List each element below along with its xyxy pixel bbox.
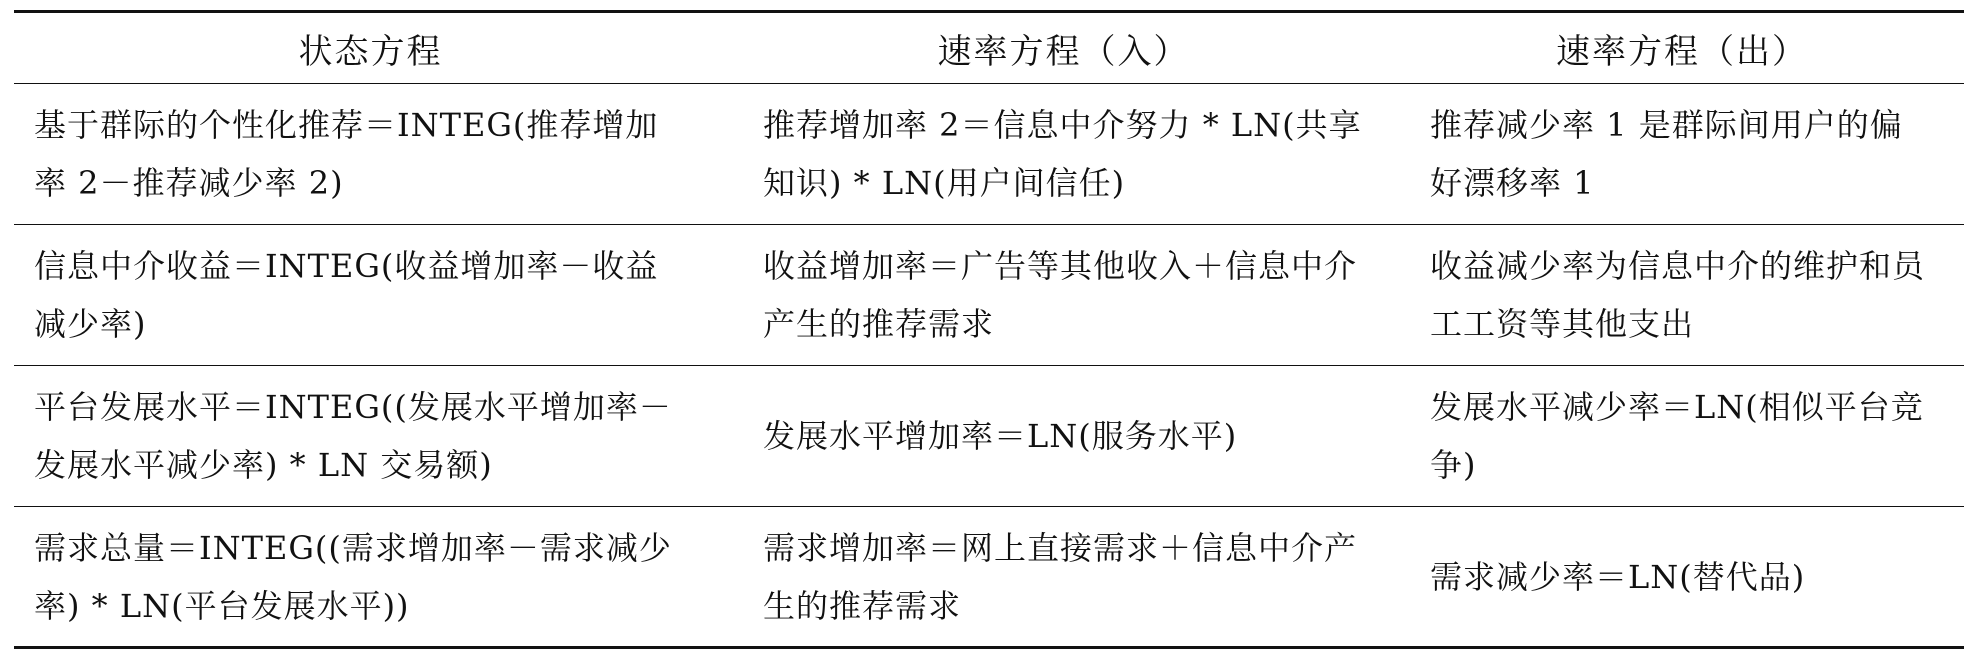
cell-rate-in: 发展水平增加率＝LN(服务水平)	[763, 417, 1238, 455]
cell-rate-out: 发展水平减少率＝LN(相似平台竞争)	[1430, 388, 1924, 484]
header-rate-in: 速率方程（入）	[937, 31, 1190, 72]
header-rate-out: 速率方程（出）	[1556, 31, 1808, 72]
cell-rate-out: 推荐减少率 1 是群际间用户的偏好漂移率 1	[1430, 106, 1903, 202]
cell-state-equation: 平台发展水平＝INTEG((发展水平增加率－发展水平减少率) * LN 交易额)	[34, 388, 672, 484]
table-body	[14, 84, 1964, 648]
table-row	[14, 84, 1964, 225]
cell-rate-in: 需求增加率＝网上直接需求＋信息中介产生的推荐需求	[763, 528, 1358, 625]
cell-state-equation: 基于群际的个性化推荐＝INTEG(推荐增加率 2－推荐减少率 2)	[34, 106, 659, 202]
equations-table-container	[14, 10, 1964, 649]
table-row	[14, 225, 1964, 366]
cell-rate-out: 需求减少率＝LN(替代品)	[1430, 557, 1806, 596]
table-row	[14, 366, 1964, 507]
table-row	[14, 507, 1964, 648]
table-header	[14, 12, 1964, 84]
header-row	[14, 12, 1964, 84]
cell-rate-out: 收益减少率为信息中介的维护和员工工资等其他支出	[1430, 247, 1926, 343]
equations-table	[14, 10, 1964, 649]
cell-state-equation: 信息中介收益＝INTEG(收益增加率－收益减少率)	[34, 247, 659, 343]
cell-rate-in: 收益增加率＝广告等其他收入＋信息中介产生的推荐需求	[763, 247, 1358, 343]
cell-state-equation: 需求总量＝INTEG((需求增加率－需求减少率) * LN(平台发展水平))	[34, 528, 672, 625]
header-state-equation: 状态方程	[298, 31, 443, 72]
cell-rate-in: 推荐增加率 2＝信息中介努力 * LN(共享知识) * LN(用户间信任)	[763, 106, 1362, 202]
